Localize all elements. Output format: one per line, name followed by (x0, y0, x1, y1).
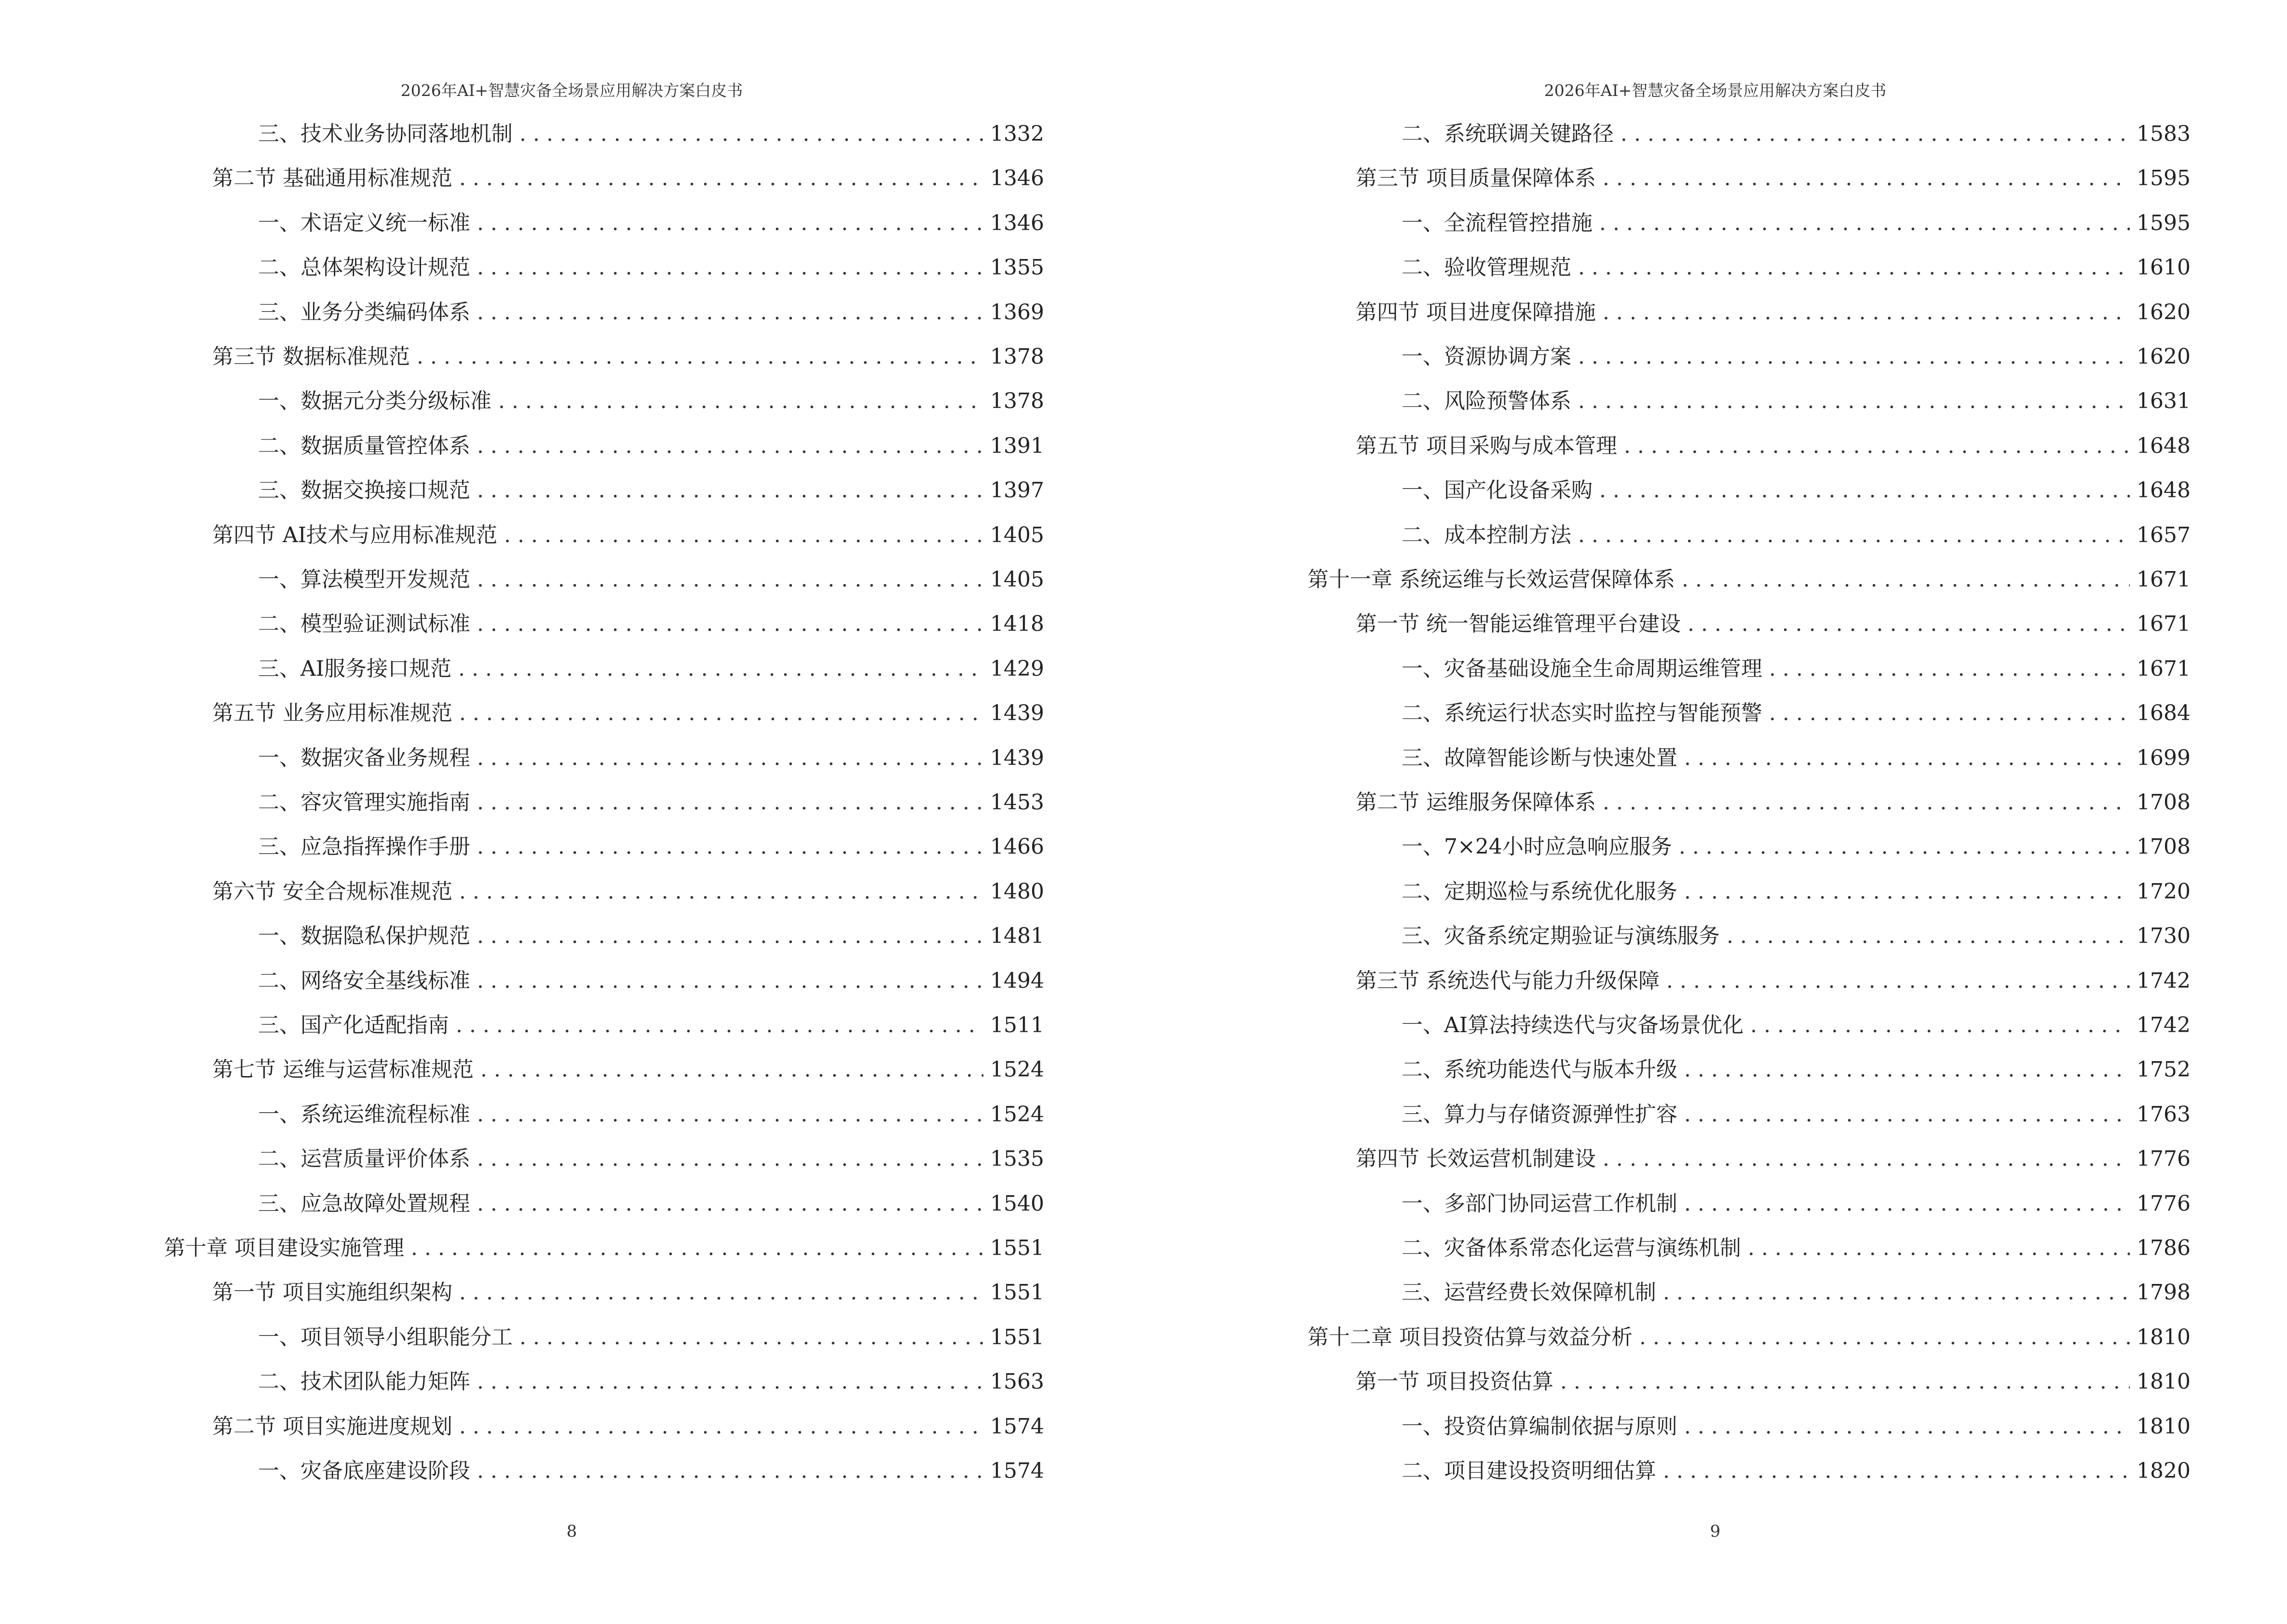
dot-leader (1599, 209, 2130, 238)
toc-entry[interactable] (1402, 1011, 2191, 1040)
page-number: 8 (566, 1522, 577, 1541)
toc-entry-page: 1595 (2137, 210, 2191, 235)
toc-entry[interactable] (258, 922, 1044, 951)
dot-leader (1603, 1145, 2130, 1174)
toc-entry-page: 1466 (990, 834, 1044, 860)
toc-entry[interactable] (1307, 1323, 2191, 1352)
toc-entry-page: 1699 (2137, 745, 2191, 770)
dot-leader (1748, 1234, 2130, 1263)
toc-entry[interactable] (258, 1145, 1044, 1174)
toc-entry-title: 二、定期巡检与系统优化服务 (1402, 879, 1677, 904)
toc-entry-title: 三、灾备系统定期验证与演练服务 (1402, 924, 1720, 949)
toc-entry[interactable] (1402, 476, 2191, 505)
toc-entry-title: 第三节 项目质量保障体系 (1356, 166, 1596, 191)
dot-leader (417, 342, 983, 371)
toc-entry-page: 1563 (990, 1369, 1044, 1394)
toc-entry[interactable] (1356, 610, 2191, 639)
dot-leader (1684, 1055, 2130, 1084)
dot-leader (411, 1234, 983, 1263)
toc-entry-title: 二、风险预警体系 (1402, 389, 1571, 414)
dot-leader (477, 1457, 983, 1486)
toc-entry[interactable] (1356, 788, 2191, 817)
toc-entry-title: 一、灾备基础设施全生命周期运维管理 (1402, 656, 1762, 681)
toc-entry-title: 第三节 系统迭代与能力升级保障 (1356, 968, 1660, 993)
toc-entry[interactable] (258, 253, 1044, 282)
toc-entry-page: 1786 (2137, 1236, 2191, 1260)
toc-entry-page: 1776 (2137, 1146, 2191, 1172)
toc-entry[interactable] (1356, 1145, 2191, 1174)
toc-entry-title: 一、投资估算编制依据与原则 (1402, 1414, 1677, 1439)
toc-entry-title: 二、总体架构设计规范 (258, 255, 470, 280)
toc-entry-title: 三、国产化适配指南 (258, 1013, 449, 1037)
toc-entry-page: 1620 (2137, 300, 2191, 325)
dot-leader (459, 1278, 983, 1307)
dot-leader (1684, 1189, 2130, 1218)
toc-entry-title: 二、系统运行状态实时监控与智能预警 (1402, 701, 1762, 726)
toc-entry[interactable] (212, 877, 1044, 906)
toc-entry-page: 1332 (990, 122, 1044, 146)
toc-entry-title: 三、数据交换接口规范 (258, 478, 470, 503)
dot-leader (1603, 298, 2130, 327)
toc-entry-page: 1671 (2137, 567, 2191, 592)
toc-entry[interactable] (164, 1234, 1044, 1263)
toc-entry-title: 一、全流程管控措施 (1402, 210, 1593, 235)
dot-leader (459, 164, 983, 193)
toc-entry[interactable] (1402, 1189, 2191, 1218)
toc-entry-title: 二、项目建设投资明细估算 (1402, 1459, 1656, 1483)
toc-entry[interactable] (212, 699, 1044, 728)
dot-leader (519, 120, 983, 149)
dot-leader (1578, 342, 2130, 371)
toc-entry[interactable] (258, 788, 1044, 817)
dot-leader (1727, 922, 2130, 951)
toc-entry-page: 1657 (2137, 522, 2191, 547)
toc-entry-page: 1798 (2137, 1280, 2191, 1305)
dot-leader (477, 298, 983, 327)
toc-entry-title: 二、灾备体系常态化运营与演练机制 (1402, 1236, 1741, 1260)
dot-leader (477, 565, 983, 594)
toc-entry-title: 第一节 项目投资估算 (1356, 1369, 1553, 1394)
toc-entry-page: 1551 (990, 1324, 1044, 1350)
toc-entry[interactable] (1402, 832, 2191, 861)
toc-entry-title: 一、算法模型开发规范 (258, 567, 470, 592)
toc-entry-page: 1574 (990, 1414, 1044, 1439)
toc-entry[interactable] (258, 1457, 1044, 1486)
dot-leader (459, 877, 983, 906)
toc-entry-page: 1391 (990, 433, 1044, 458)
toc-entry[interactable] (258, 476, 1044, 505)
dot-leader (1769, 655, 2130, 683)
toc-entry-page: 1405 (990, 567, 1044, 592)
dot-leader (456, 1011, 983, 1040)
toc-entry[interactable] (212, 521, 1044, 550)
dot-leader (1682, 565, 2130, 594)
dot-leader (1684, 744, 2130, 773)
toc-entry[interactable] (258, 610, 1044, 639)
dot-leader (1603, 164, 2130, 193)
toc-entry[interactable] (258, 120, 1044, 149)
toc-entry-page: 1524 (990, 1102, 1044, 1127)
dot-leader (1684, 1100, 2130, 1129)
toc-entry[interactable] (258, 1323, 1044, 1352)
toc-entry-title: 一、7×24小时应急响应服务 (1402, 834, 1672, 860)
toc-entry[interactable] (1402, 342, 2191, 371)
toc-entry[interactable] (258, 432, 1044, 461)
toc-entry-title: 第六节 安全合规标准规范 (212, 879, 452, 904)
toc-entry-title: 二、成本控制方法 (1402, 522, 1571, 547)
toc-entry-title: 二、系统功能迭代与版本升级 (1402, 1057, 1677, 1082)
toc-entry[interactable] (212, 342, 1044, 371)
toc-entry[interactable] (1356, 967, 2191, 996)
toc-entry-page: 1453 (990, 790, 1044, 815)
toc-entry-page: 1752 (2137, 1057, 2191, 1082)
toc-entry-page: 1810 (2137, 1324, 2191, 1350)
toc-entry-page: 1620 (2137, 344, 2191, 369)
dot-leader (459, 699, 983, 728)
toc-entry-page: 1776 (2137, 1191, 2191, 1216)
dot-leader (477, 1145, 983, 1174)
toc-entry-page: 1648 (2137, 433, 2191, 458)
dot-leader (1639, 1323, 2130, 1352)
toc-entry[interactable] (1402, 699, 2191, 728)
toc-entry-title: 一、系统运维流程标准 (258, 1102, 470, 1127)
dot-leader (477, 209, 983, 238)
toc-entry-title: 第一节 统一智能运维管理平台建设 (1356, 612, 1681, 637)
toc-entry[interactable] (1402, 1412, 2191, 1441)
toc-entry-page: 1540 (990, 1191, 1044, 1216)
toc-entry-page: 1810 (2137, 1369, 2191, 1394)
dot-leader (1624, 432, 2130, 461)
dot-leader (1603, 788, 2130, 817)
toc-entry-page: 1671 (2137, 612, 2191, 637)
dot-leader (477, 832, 983, 861)
toc-entry-title: 第二节 项目实施进度规划 (212, 1414, 452, 1439)
toc-entry[interactable] (1402, 209, 2191, 238)
page-header: 2026年AI+智慧灾备全场景应用解决方案白皮书 (1544, 81, 1887, 100)
dot-leader (1663, 1457, 2130, 1486)
toc-entry-title: 三、故障智能诊断与快速处置 (1402, 745, 1677, 770)
toc-entry-title: 一、多部门协同运营工作机制 (1402, 1191, 1677, 1216)
toc-entry-page: 1742 (2137, 1013, 2191, 1037)
toc-entry[interactable] (258, 1011, 1044, 1040)
toc-entry-title: 三、应急指挥操作手册 (258, 834, 470, 860)
toc-entry[interactable] (1402, 1055, 2191, 1084)
toc-entry-page: 1524 (990, 1057, 1044, 1082)
toc-entry[interactable] (258, 655, 1044, 683)
dot-leader (1578, 387, 2130, 416)
toc-entry[interactable] (258, 1367, 1044, 1396)
toc-entry-title: 第二节 运维服务保障体系 (1356, 790, 1596, 815)
toc-entry-page: 1480 (990, 879, 1044, 904)
toc-entry-page: 1742 (2137, 968, 2191, 993)
toc-entry[interactable] (1307, 565, 2191, 594)
toc-entry[interactable] (258, 565, 1044, 594)
toc-entry[interactable] (258, 832, 1044, 861)
toc-entry-page: 1631 (2137, 389, 2191, 414)
toc-entry[interactable] (258, 744, 1044, 773)
dot-leader (477, 1189, 983, 1218)
dot-leader (1620, 120, 2130, 149)
toc-entry-title: 第四节 项目进度保障措施 (1356, 300, 1596, 325)
toc-entry-title: 第十章 项目建设实施管理 (164, 1236, 404, 1260)
toc-entry-page: 1378 (990, 344, 1044, 369)
toc-entry-title: 二、容灾管理实施指南 (258, 790, 470, 815)
toc-entry[interactable] (1402, 877, 2191, 906)
toc-entry[interactable] (1402, 387, 2191, 416)
toc-entry-page: 1708 (2137, 790, 2191, 815)
toc-entry-title: 一、数据隐私保护规范 (258, 924, 470, 949)
toc-entry-title: 第四节 长效运营机制建设 (1356, 1146, 1596, 1172)
toc-entry-page: 1494 (990, 968, 1044, 993)
dot-leader (1769, 699, 2130, 728)
toc-entry-title: 二、网络安全基线标准 (258, 968, 470, 993)
toc-entry-title: 第十二章 项目投资估算与效益分析 (1307, 1324, 1633, 1350)
dot-leader (1578, 253, 2130, 282)
toc-entry[interactable] (1402, 521, 2191, 550)
dot-leader (480, 1055, 983, 1084)
toc-entry-page: 1535 (990, 1146, 1044, 1172)
toc-entry[interactable] (1402, 655, 2191, 683)
dot-leader (504, 521, 983, 550)
toc-entry-page: 1648 (2137, 478, 2191, 503)
dot-leader (477, 1100, 983, 1129)
toc-entry-page: 1429 (990, 656, 1044, 681)
toc-entry-title: 一、国产化设备采购 (1402, 478, 1593, 503)
toc-entry-page: 1397 (990, 478, 1044, 503)
toc-entry-title: 三、算力与存储资源弹性扩容 (1402, 1102, 1677, 1127)
toc-entry-title: 一、灾备底座建设阶段 (258, 1459, 470, 1483)
toc-entry-page: 1671 (2137, 656, 2191, 681)
toc-entry-title: 二、验收管理规范 (1402, 255, 1571, 280)
page-header: 2026年AI+智慧灾备全场景应用解决方案白皮书 (400, 81, 743, 100)
dot-leader (477, 610, 983, 639)
toc-entry-page: 1378 (990, 389, 1044, 414)
toc-entry[interactable] (1402, 1278, 2191, 1307)
toc-entry-title: 第七节 运维与运营标准规范 (212, 1057, 474, 1082)
toc-entry-title: 第二节 基础通用标准规范 (212, 166, 452, 191)
toc-entry[interactable] (258, 967, 1044, 996)
toc-entry-title: 二、模型验证测试标准 (258, 612, 470, 637)
toc-entry[interactable] (1402, 1234, 2191, 1263)
toc-entry-title: 三、技术业务协同落地机制 (258, 122, 513, 146)
toc-entry[interactable] (1402, 922, 2191, 951)
dot-leader (1684, 1412, 2130, 1441)
dot-leader (1599, 476, 2130, 505)
toc-entry-page: 1439 (990, 701, 1044, 726)
dot-leader (1663, 1278, 2130, 1307)
toc-entry[interactable] (212, 1055, 1044, 1084)
toc-entry-page: 1610 (2137, 255, 2191, 280)
toc-entry-page: 1551 (990, 1280, 1044, 1305)
toc-entry-page: 1418 (990, 612, 1044, 637)
toc-entry-page: 1574 (990, 1459, 1044, 1483)
toc-entry-page: 1511 (990, 1013, 1044, 1037)
toc-entry[interactable] (212, 1278, 1044, 1307)
toc-entry-page: 1583 (2137, 122, 2191, 146)
page-number: 9 (1710, 1522, 1721, 1541)
toc-entry-page: 1405 (990, 522, 1044, 547)
toc-entry-page: 1346 (990, 166, 1044, 191)
dot-leader (477, 967, 983, 996)
toc-entry[interactable] (1402, 253, 2191, 282)
toc-entry-title: 一、资源协调方案 (1402, 344, 1571, 369)
dot-leader (477, 432, 983, 461)
toc-entry[interactable] (1402, 120, 2191, 149)
toc-entry-title: 三、业务分类编码体系 (258, 300, 470, 325)
toc-entry[interactable] (1356, 298, 2191, 327)
toc-entry-page: 1481 (990, 924, 1044, 949)
toc-entry-title: 一、数据灾备业务规程 (258, 745, 470, 770)
toc-entry[interactable] (1356, 164, 2191, 193)
toc-entry[interactable] (1402, 1100, 2191, 1129)
toc-entry-page: 1355 (990, 255, 1044, 280)
toc-entry-title: 一、术语定义统一标准 (258, 210, 470, 235)
toc-entry-page: 1763 (2137, 1102, 2191, 1127)
toc-entry-page: 1820 (2137, 1459, 2191, 1483)
dot-leader (477, 744, 983, 773)
toc-entry-page: 1551 (990, 1236, 1044, 1260)
dot-leader (459, 1412, 983, 1441)
dot-leader (477, 476, 983, 505)
toc-entry-title: 三、AI服务接口规范 (258, 656, 452, 681)
dot-leader (1750, 1011, 2130, 1040)
dot-leader (477, 788, 983, 817)
toc-entry[interactable] (258, 209, 1044, 238)
toc-entry-page: 1595 (2137, 166, 2191, 191)
toc-entry-page: 1439 (990, 745, 1044, 770)
toc-entry-page: 1369 (990, 300, 1044, 325)
dot-leader (477, 253, 983, 282)
toc-entry-page: 1730 (2137, 924, 2191, 949)
toc-entry-page: 1708 (2137, 834, 2191, 860)
toc-entry[interactable] (1356, 1367, 2191, 1396)
toc-entry-title: 第一节 项目实施组织架构 (212, 1280, 452, 1305)
toc-entry[interactable] (258, 387, 1044, 416)
toc-entry-title: 二、技术团队能力矩阵 (258, 1369, 470, 1394)
toc-entry[interactable] (1402, 1457, 2191, 1486)
toc-entry-title: 第五节 业务应用标准规范 (212, 701, 452, 726)
dot-leader (1679, 832, 2130, 861)
dot-leader (477, 922, 983, 951)
toc-entry-title: 二、运营质量评价体系 (258, 1146, 470, 1172)
toc-entry-page: 1346 (990, 210, 1044, 235)
dot-leader (1578, 521, 2130, 550)
dot-leader (1560, 1367, 2130, 1396)
toc-entry-title: 第三节 数据标准规范 (212, 344, 410, 369)
toc-entry-title: 一、AI算法持续迭代与灾备场景优化 (1402, 1013, 1744, 1037)
toc-entry-title: 三、应急故障处置规程 (258, 1191, 470, 1216)
toc-entry[interactable] (258, 1189, 1044, 1218)
toc-entry[interactable] (1402, 744, 2191, 773)
toc-entry-title: 三、运营经费长效保障机制 (1402, 1280, 1656, 1305)
toc-entry[interactable] (1356, 432, 2191, 461)
toc-entry-title: 第十一章 系统运维与长效运营保障体系 (1307, 567, 1675, 592)
dot-leader (1666, 967, 2130, 996)
dot-leader (498, 387, 983, 416)
toc-page-right (1144, 0, 2287, 1624)
toc-entry-title: 二、数据质量管控体系 (258, 433, 470, 458)
toc-entry-title: 一、数据元分类分级标准 (258, 389, 491, 414)
toc-entry-page: 1720 (2137, 879, 2191, 904)
toc-entry[interactable] (258, 298, 1044, 327)
toc-entry[interactable] (212, 1412, 1044, 1441)
toc-entry-page: 1684 (2137, 701, 2191, 726)
dot-leader (519, 1323, 983, 1352)
toc-entry-title: 第五节 项目采购与成本管理 (1356, 433, 1617, 458)
toc-entry[interactable] (212, 164, 1044, 193)
toc-entry-title: 一、项目领导小组职能分工 (258, 1324, 513, 1350)
toc-entry-title: 第四节 AI技术与应用标准规范 (212, 522, 498, 547)
dot-leader (1684, 877, 2130, 906)
toc-entry[interactable] (258, 1100, 1044, 1129)
toc-entry-title: 二、系统联调关键路径 (1402, 122, 1614, 146)
dot-leader (477, 1367, 983, 1396)
dot-leader (458, 655, 983, 683)
toc-entry-page: 1810 (2137, 1414, 2191, 1439)
dot-leader (1688, 610, 2130, 639)
